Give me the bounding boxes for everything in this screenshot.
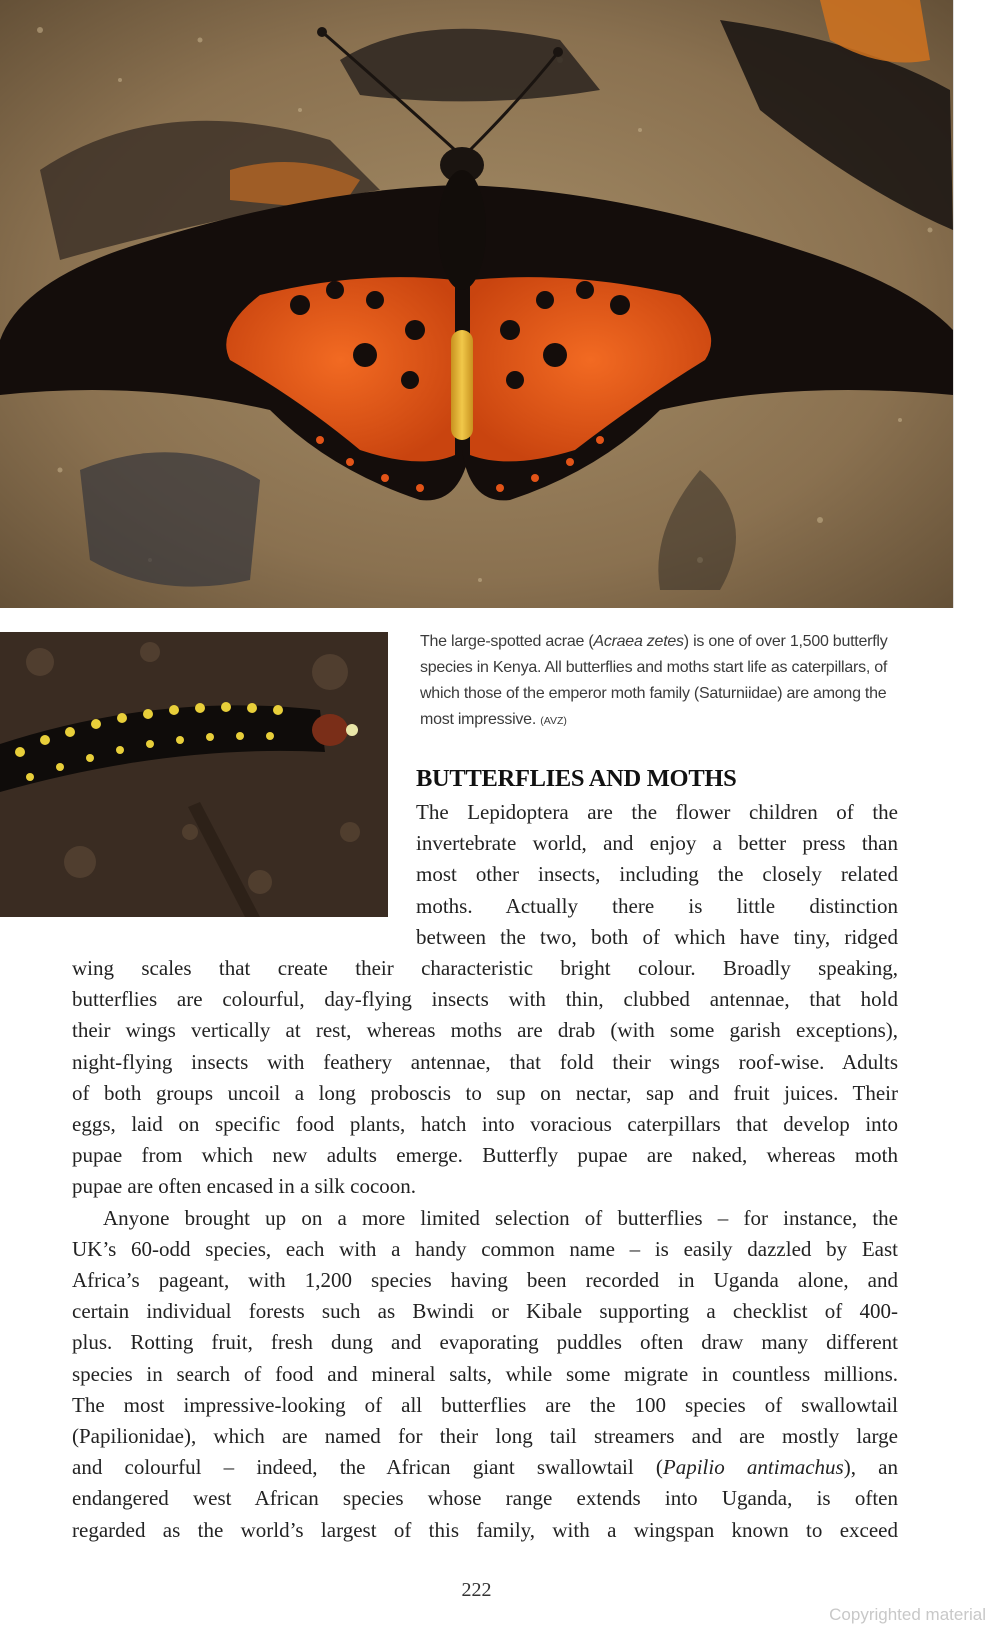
section-heading: BUTTERFLIES AND MOTHS	[416, 765, 737, 792]
text-line: species in search of food and mineral salts, while some migrate in countless millions.	[72, 1361, 898, 1386]
text-line: eggs, laid on specific food plants, hatch into voracious caterpillars that develop into	[72, 1112, 898, 1137]
caption-species-name: Acraea zetes	[593, 633, 684, 650]
text-run: ), an	[843, 1455, 898, 1480]
text-line	[72, 1452, 898, 1483]
text-line: of both groups uncoil a long proboscis to sup on nectar, sap and fruit juices. Their	[72, 1080, 898, 1105]
text-line: most other insects, including the closely related	[416, 862, 898, 887]
text-run: and colourful – indeed, the African giant swallowtail (	[72, 1455, 663, 1480]
paragraph-1	[72, 797, 898, 1203]
text-line: pupae are often encased in a silk cocoon.	[72, 1174, 417, 1199]
text-line: The Lepidoptera are the flower children of the	[416, 800, 898, 824]
photo-caption	[420, 629, 890, 734]
text-line: The most impressive-looking of all butterflies are the 100 species of swallowtail	[72, 1392, 898, 1417]
butterfly-photo	[0, 0, 953, 608]
text-line: butterflies are colourful, day-flying insects with thin, clubbed antennae, that hold	[72, 987, 898, 1012]
body-text	[72, 797, 898, 1546]
text-line: their wings vertically at rest, whereas moths are drab (with some garish exceptions),	[72, 1018, 898, 1043]
text-line: (Papilionidae), which are named for their long tail streamers and are mostly large	[72, 1424, 898, 1449]
paragraph-2	[72, 1203, 898, 1546]
photo-credit: (AVZ)	[540, 715, 567, 727]
text-line: wing scales that create their characteristic bright colour. Broadly speaking,	[72, 956, 898, 981]
text-line: pupae from which new adults emerge. Butterfly pupae are naked, whereas moth	[72, 1143, 898, 1168]
text-line: certain individual forests such as Bwindi or Kibale supporting a checklist of 400-	[72, 1299, 898, 1324]
page-number: 222	[461, 1579, 492, 1601]
text-line: night-flying insects with feathery antennae, that fold their wings roof-wise. Adults	[72, 1049, 898, 1074]
text-line: Anyone brought up on a more limited selection of butterflies – for instance, the	[103, 1205, 898, 1230]
photo-edge-rule	[953, 0, 954, 608]
text-line: UK’s 60-odd species, each with a handy common name – is easily dazzled by East	[72, 1236, 898, 1261]
text-line: moths. Actually there is little distinction	[416, 893, 898, 918]
text-line: regarded as the world’s largest of this family, with a wingspan known to exceed	[72, 1517, 898, 1542]
text-line: Africa’s pageant, with 1,200 species having been recorded in Uganda alone, and	[72, 1268, 898, 1293]
text-line: between the two, both of which have tiny, ridged	[416, 924, 898, 949]
caption-text-start: The large-spotted acrae (	[420, 633, 594, 650]
text-line: invertebrate world, and enjoy a better press than	[416, 831, 898, 856]
copyright-watermark: Copyrighted material	[829, 1605, 986, 1624]
text-line: plus. Rotting fruit, fresh dung and evaporating puddles often draw many different	[72, 1330, 898, 1355]
text-line: endangered west African species whose range extends into Uganda, is often	[72, 1486, 898, 1511]
species-name: Papilio antimachus	[662, 1455, 844, 1480]
caption-text-end: ) is one of over 1,500 butterfly species in Kenya. All butterflies and moths start life as caterpillars, of which those of the emperor moth family (Saturniidae) are among the most impressive.	[420, 633, 888, 728]
